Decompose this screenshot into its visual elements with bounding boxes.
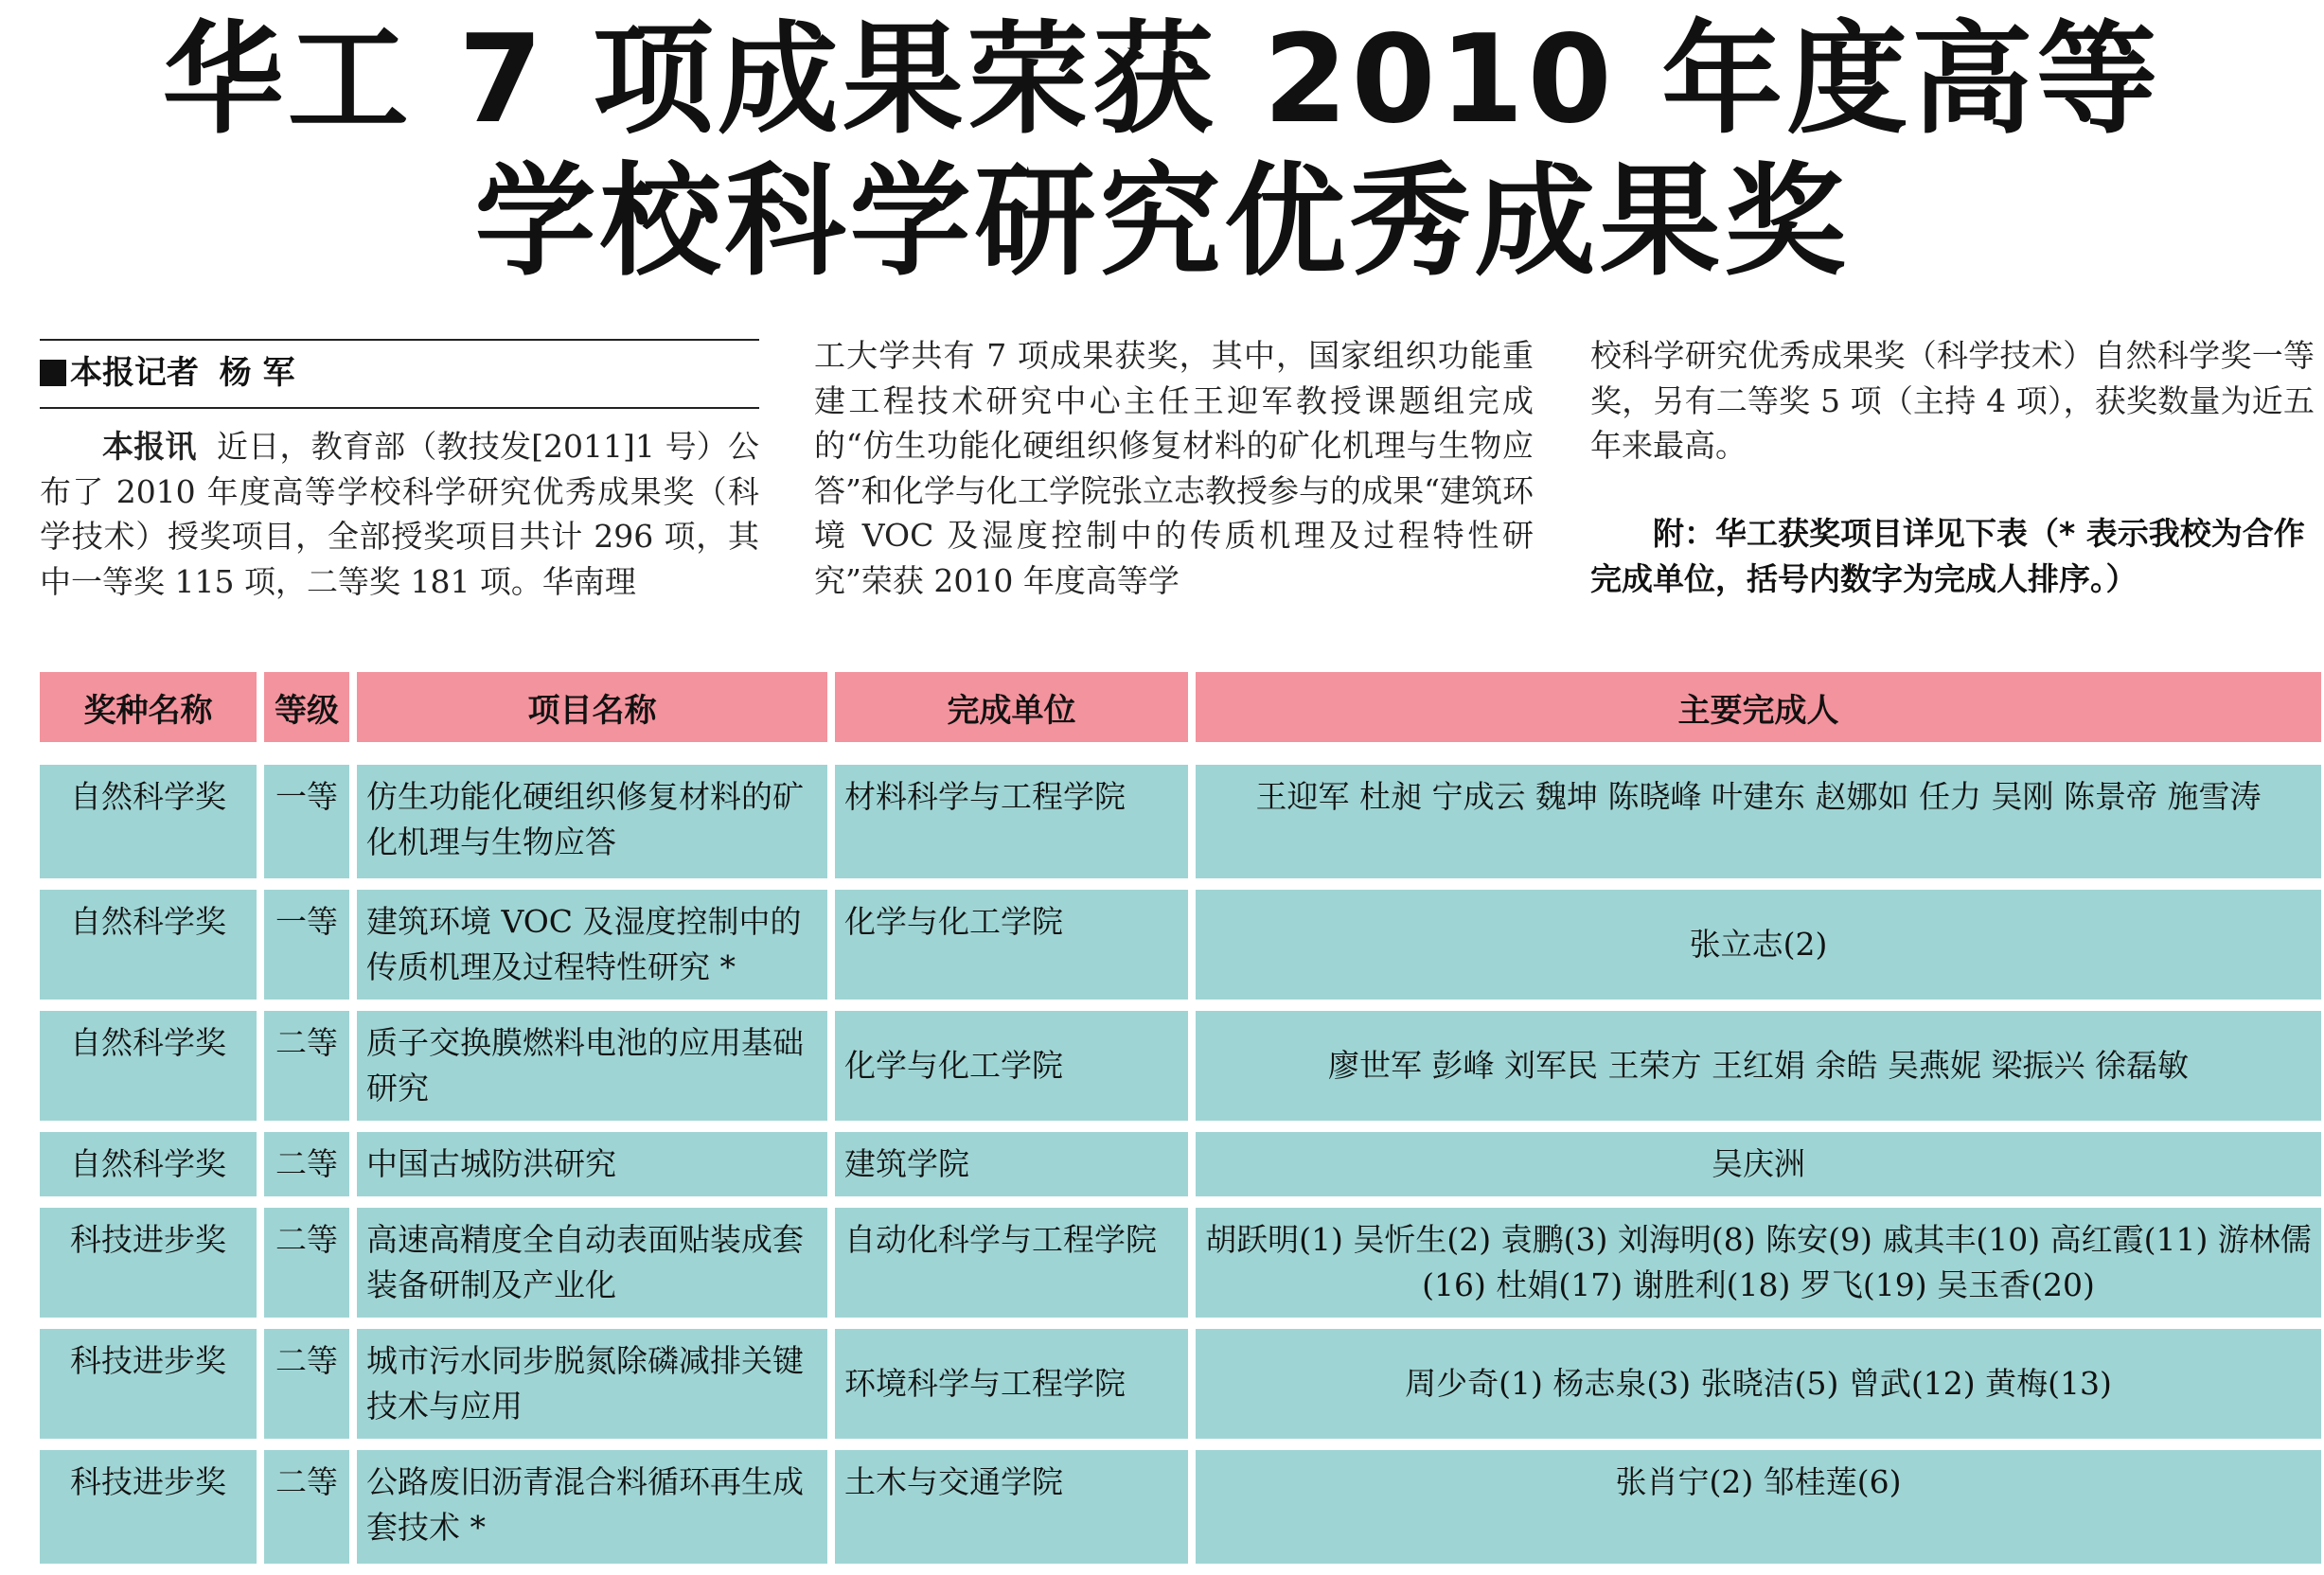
cell-award: 自然科学奖 — [40, 890, 257, 1000]
awards-table — [32, 661, 2324, 1575]
cell-people: 王迎军 杜昶 宁成云 魏坤 陈晓峰 叶建东 赵娜如 任力 吴刚 陈景帝 施雪涛 — [1196, 765, 2321, 878]
cell-grade: 一等 — [264, 890, 349, 1000]
cell-grade: 二等 — [264, 1132, 349, 1196]
cell-award: 科技进步奖 — [40, 1329, 257, 1439]
byline-label: 本报记者 — [70, 354, 199, 392]
cell-grade: 二等 — [264, 1011, 349, 1121]
cell-award: 自然科学奖 — [40, 765, 257, 878]
cell-award: 自然科学奖 — [40, 1011, 257, 1121]
cell-people: 张肖宁(2) 邹桂莲(6) — [1196, 1450, 2321, 1564]
table-row — [40, 1329, 2321, 1439]
cell-people: 张立志(2) — [1196, 890, 2321, 1000]
black-square-icon — [40, 360, 66, 386]
cell-unit: 自动化科学与工程学院 — [835, 1208, 1188, 1318]
headline-line-2: 学校科学研究优秀成果奖 — [474, 151, 1850, 292]
byline-name: 杨 军 — [219, 354, 295, 392]
article-column-2: 工大学共有 7 项成果获奖，其中，国家组织功能重建工程技术研究中心主任王迎军教授课题组完成的“仿生功能化硬组织修复材料的矿化机理与生物应答”和化学与化工学院张立志教授参与的成果“建筑环境 VOC 及湿度控制中的传质机理及过程特性研究”荣获 2010 年度高等学 — [814, 337, 1534, 599]
table-row — [40, 1450, 2321, 1564]
cell-unit: 建筑学院 — [835, 1132, 1188, 1196]
cell-award: 科技进步奖 — [40, 1450, 257, 1564]
table-row — [40, 890, 2321, 1000]
awards-table-wrap — [40, 661, 2314, 1575]
cell-award: 科技进步奖 — [40, 1208, 257, 1318]
table-header-row — [40, 672, 2321, 742]
cell-people: 胡跃明(1) 吴忻生(2) 袁鹏(3) 刘海明(8) 陈安(9) 戚其丰(10) 高红霞(11) 游林儒(16) 杜娟(17) 谢胜利(18) 罗飞(19) 吴玉香(20) — [1196, 1208, 2321, 1318]
cell-grade: 二等 — [264, 1450, 349, 1564]
cell-unit: 化学与化工学院 — [835, 890, 1188, 1000]
header-project: 项目名称 — [357, 672, 827, 742]
cell-project: 高速高精度全自动表面贴装成套装备研制及产业化 — [357, 1208, 827, 1318]
cell-people: 吴庆洲 — [1196, 1132, 2321, 1196]
article-column-3: 校科学研究优秀成果奖（科学技术）自然科学奖一等奖，另有二等奖 5 项（主持 4 项），获奖数量为近五年来最高。 — [1590, 337, 2315, 464]
byline — [40, 345, 294, 401]
article-col1-text: 近日，教育部（教技发[2011]1 号）公布了 2010 年度高等学校科学研究优秀成果奖（科学技术）授奖项目，全部授奖项目共计 296 项，其中一等奖 115 项，二等奖 181 项。华南理 — [40, 428, 760, 600]
cell-project: 城市污水同步脱氮除磷减排关键技术与应用 — [357, 1329, 827, 1439]
cell-unit: 环境科学与工程学院 — [835, 1329, 1188, 1439]
table-row — [40, 1208, 2321, 1318]
header-people: 主要完成人 — [1196, 672, 2321, 742]
cell-award: 自然科学奖 — [40, 1132, 257, 1196]
byline-rule-bottom — [40, 407, 759, 409]
table-row — [40, 1132, 2321, 1196]
attachment-note: 附：华工获奖项目详见下表（* 表示我校为合作完成单位，括号内数字为完成人排序。） — [1590, 515, 2305, 597]
cell-project: 中国古城防洪研究 — [357, 1132, 827, 1196]
cell-project: 质子交换膜燃料电池的应用基础研究 — [357, 1011, 827, 1121]
cell-unit: 化学与化工学院 — [835, 1011, 1188, 1121]
headline-line-1: 华工 7 项成果荣获 2010 年度高等 — [162, 9, 2162, 150]
cell-project: 公路废旧沥青混合料循环再生成套技术 * — [357, 1450, 827, 1564]
table-row — [40, 765, 2321, 878]
cell-people: 周少奇(1) 杨志泉(3) 张晓洁(5) 曾武(12) 黄梅(13) — [1196, 1329, 2321, 1439]
article-lead: 本报讯 — [102, 428, 197, 465]
cell-unit: 土木与交通学院 — [835, 1450, 1188, 1564]
cell-grade: 一等 — [264, 765, 349, 878]
table-row — [40, 1011, 2321, 1121]
cell-people: 廖世军 彭峰 刘军民 王荣方 王红娟 余皓 吴燕妮 梁振兴 徐磊敏 — [1196, 1011, 2321, 1121]
cell-project: 建筑环境 VOC 及湿度控制中的传质机理及过程特性研究 * — [357, 890, 827, 1000]
headline — [0, 9, 2324, 293]
cell-unit: 材料科学与工程学院 — [835, 765, 1188, 878]
header-unit: 完成单位 — [835, 672, 1188, 742]
header-grade: 等级 — [264, 672, 349, 742]
cell-grade: 二等 — [264, 1329, 349, 1439]
byline-rule-top — [40, 339, 759, 341]
cell-project: 仿生功能化硬组织修复材料的矿化机理与生物应答 — [357, 765, 827, 878]
header-award: 奖种名称 — [40, 672, 257, 742]
article-column-1 — [40, 424, 759, 604]
cell-grade: 二等 — [264, 1208, 349, 1318]
